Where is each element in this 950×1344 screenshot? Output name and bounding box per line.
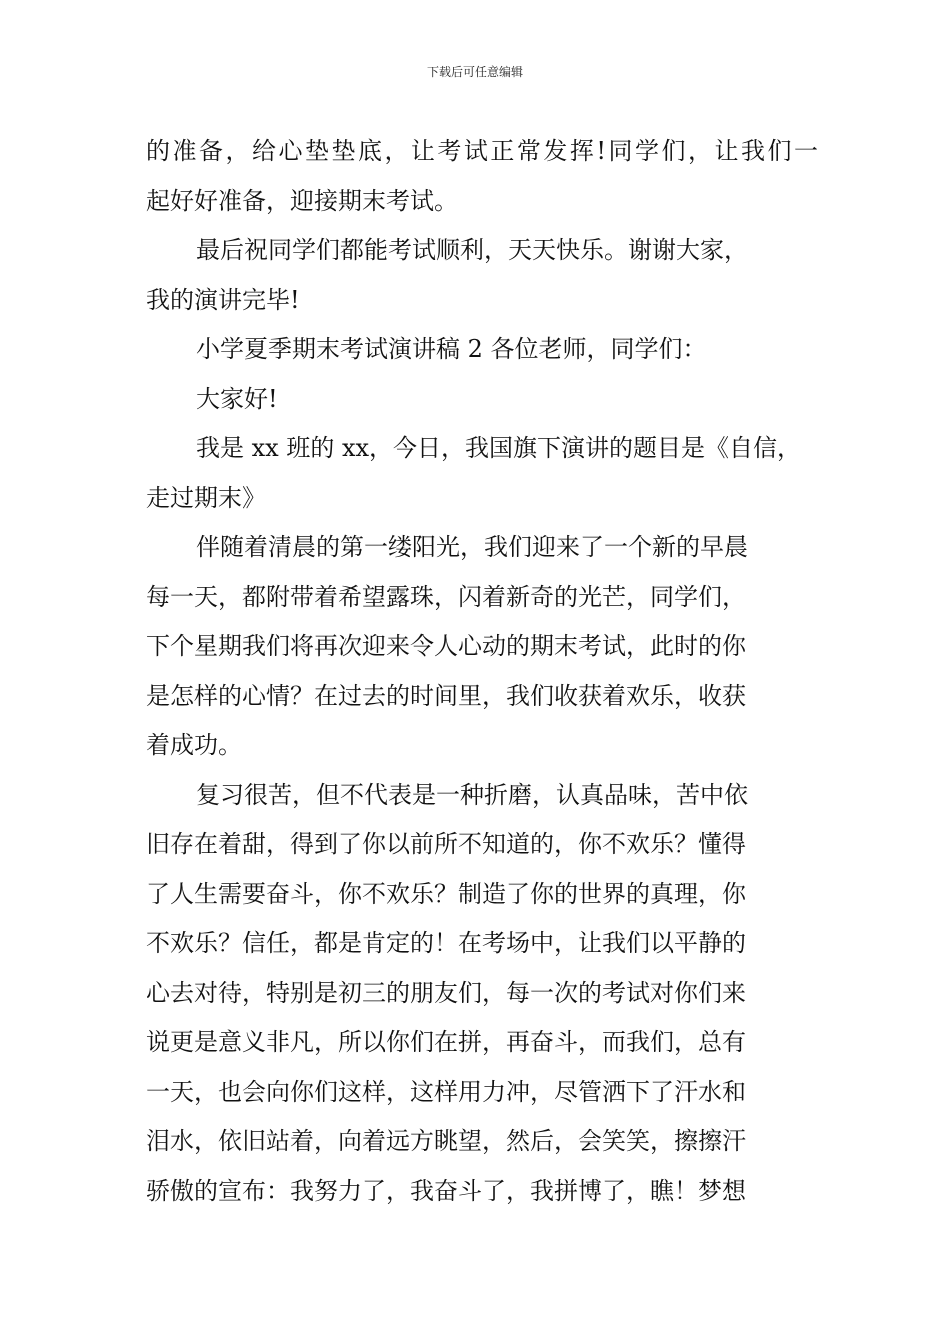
paragraph-start-line: 大家好!: [196, 384, 278, 413]
text-line: 下个星期我们将再次迎来令人心动的期末考试，此时的你: [146, 632, 746, 660]
text-line: 骄傲的宣布：我努力了，我奋斗了，我拼博了，瞧！梦想: [146, 1176, 746, 1205]
paragraph-start-line: 伴随着清晨的第一缕阳光，我们迎来了一个新的早晨: [196, 533, 748, 561]
text-line: 每一天，都附带着希望露珠，闪着新奇的光芒，同学们，: [146, 582, 746, 611]
text-line: 心去对待，特别是初三的朋友们，每一次的考试对你们来: [146, 978, 746, 1007]
text-line: 着成功。: [146, 731, 242, 759]
text-line: 了人生需要奋斗，你不欢乐？制造了你的世界的真理，你: [146, 879, 746, 908]
text-line: 走过期末》: [146, 483, 266, 512]
paragraph-start-line: 小学夏季期末考试演讲稿 2 各位老师，同学们：: [196, 335, 707, 363]
text-line: 起好好准备，迎接期末考试。: [146, 186, 458, 215]
paragraph-start-line: 最后祝同学们都能考试顺利，天天快乐。谢谢大家，: [196, 236, 748, 264]
text-line: 的准备，给心垫垫底，让考试正常发挥!同学们，让我们一: [146, 137, 818, 165]
text-line: 泪水，依旧站着，向着远方眺望，然后，会笑笑，擦擦汗: [146, 1127, 746, 1155]
text-line: 不欢乐？信任，都是肯定的！在考场中，让我们以平静的: [146, 929, 746, 957]
text-line: 一天，也会向你们这样，这样用力冲，尽管洒下了汗水和: [146, 1077, 746, 1106]
text-line: 是怎样的心情？在过去的时间里，我们收获着欢乐，收获: [146, 681, 746, 710]
paragraph-start-line: 复习很苦，但不代表是一种折磨，认真品味，苦中依: [196, 780, 748, 809]
text-line: 说更是意义非凡，所以你们在拼，再奋斗，而我们，总有: [146, 1028, 746, 1056]
text-line: 旧存在着甜，得到了你以前所不知道的，你不欢乐？懂得: [146, 830, 746, 858]
document-body: [146, 127, 818, 1216]
text-line: 我的演讲完毕!: [146, 285, 300, 314]
page-header: 下载后可任意编辑: [426, 65, 523, 79]
paragraph-start-line: 我是 xx 班的 xx，今日，我国旗下演讲的题目是《自信，: [196, 434, 802, 462]
